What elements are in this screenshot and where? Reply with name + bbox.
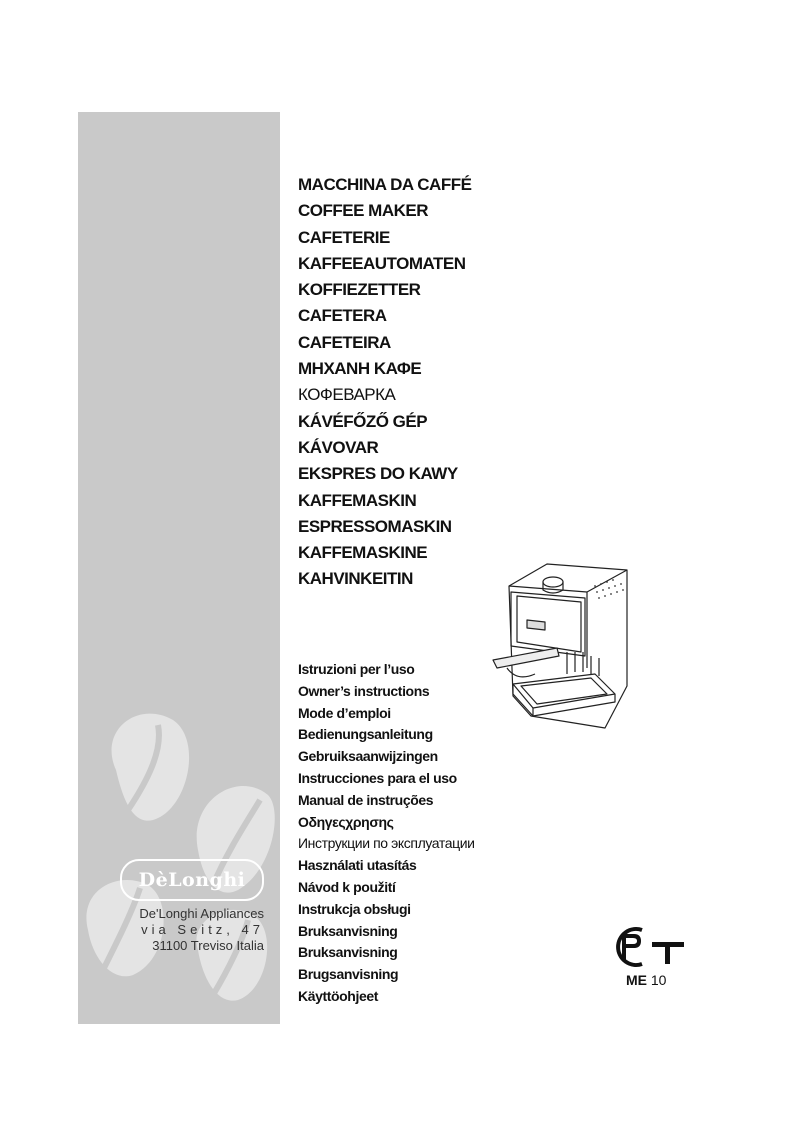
instructions-title: Käyttöohjeet bbox=[298, 987, 378, 1004]
instructions-title: Manual de instruções bbox=[298, 791, 434, 808]
instructions-title: Brugsanvisning bbox=[298, 966, 399, 983]
instructions-title: Instrukcja obsługi bbox=[298, 900, 411, 917]
product-title: CAFETERA bbox=[298, 306, 387, 326]
product-title: KOFFIEZETTER bbox=[298, 280, 421, 300]
instructions-title: Gebruiksaanwijzingen bbox=[298, 748, 438, 765]
company-address bbox=[106, 906, 264, 954]
rst-certification-mark-icon bbox=[608, 922, 692, 972]
instructions-title: Bedienungsanleitung bbox=[298, 726, 433, 743]
certification-code bbox=[626, 972, 666, 988]
instructions-title: Owner’s instructions bbox=[298, 682, 430, 699]
product-title: KÁVOVAR bbox=[298, 437, 379, 457]
product-title: KAFFEMASKINE bbox=[298, 543, 428, 563]
instructions-title: Návod k použití bbox=[298, 878, 396, 895]
certification-code-number: 10 bbox=[650, 972, 667, 988]
coffee-machine-illustration-icon bbox=[487, 556, 637, 736]
product-title: KÁVÉFŐZŐ GÉP bbox=[298, 411, 428, 431]
instructions-title: Mode d’emploi bbox=[298, 704, 391, 721]
instructions-title-list bbox=[298, 659, 475, 1008]
product-title: КОФЕВАРКА bbox=[298, 385, 396, 405]
certification-code-prefix: ME bbox=[626, 972, 647, 988]
instructions-title: Οδηγεςχρησης bbox=[298, 813, 394, 830]
product-title: COFFEE MAKER bbox=[298, 201, 428, 221]
instructions-title: Bruksanvisning bbox=[298, 944, 398, 961]
product-title: CAFETEIRA bbox=[298, 332, 391, 352]
product-title: KAHVINKEITIN bbox=[298, 569, 413, 589]
instructions-title: Használati utasítás bbox=[298, 857, 417, 874]
product-title: ΜΗΧΑΝΗ ΚΑΦΕ bbox=[298, 359, 422, 379]
product-title: ESPRESSOMASKIN bbox=[298, 516, 452, 536]
address-line: 31100 Treviso Italia bbox=[152, 938, 264, 953]
delonghi-logo bbox=[120, 859, 264, 901]
instructions-title: Instrucciones para el uso bbox=[298, 769, 457, 786]
product-title: MACCHINA DA CAFFÉ bbox=[298, 175, 472, 194]
product-title: EKSPRES DO KAWY bbox=[298, 464, 458, 484]
product-title: KAFFEMASKIN bbox=[298, 490, 417, 510]
address-line: via Seitz, 47 bbox=[141, 922, 264, 937]
product-title-list bbox=[298, 172, 471, 593]
instructions-title: Istruzioni per l’uso bbox=[298, 661, 415, 677]
product-title: CAFETERIE bbox=[298, 227, 390, 247]
address-line: De'Longhi Appliances bbox=[139, 906, 264, 921]
logo-text: DèLonghi bbox=[138, 869, 246, 891]
product-title: KAFFEEAUTOMATEN bbox=[298, 253, 466, 273]
instructions-title: Инструкции по эксплуатации bbox=[298, 835, 475, 852]
instructions-title: Bruksanvisning bbox=[298, 922, 398, 939]
